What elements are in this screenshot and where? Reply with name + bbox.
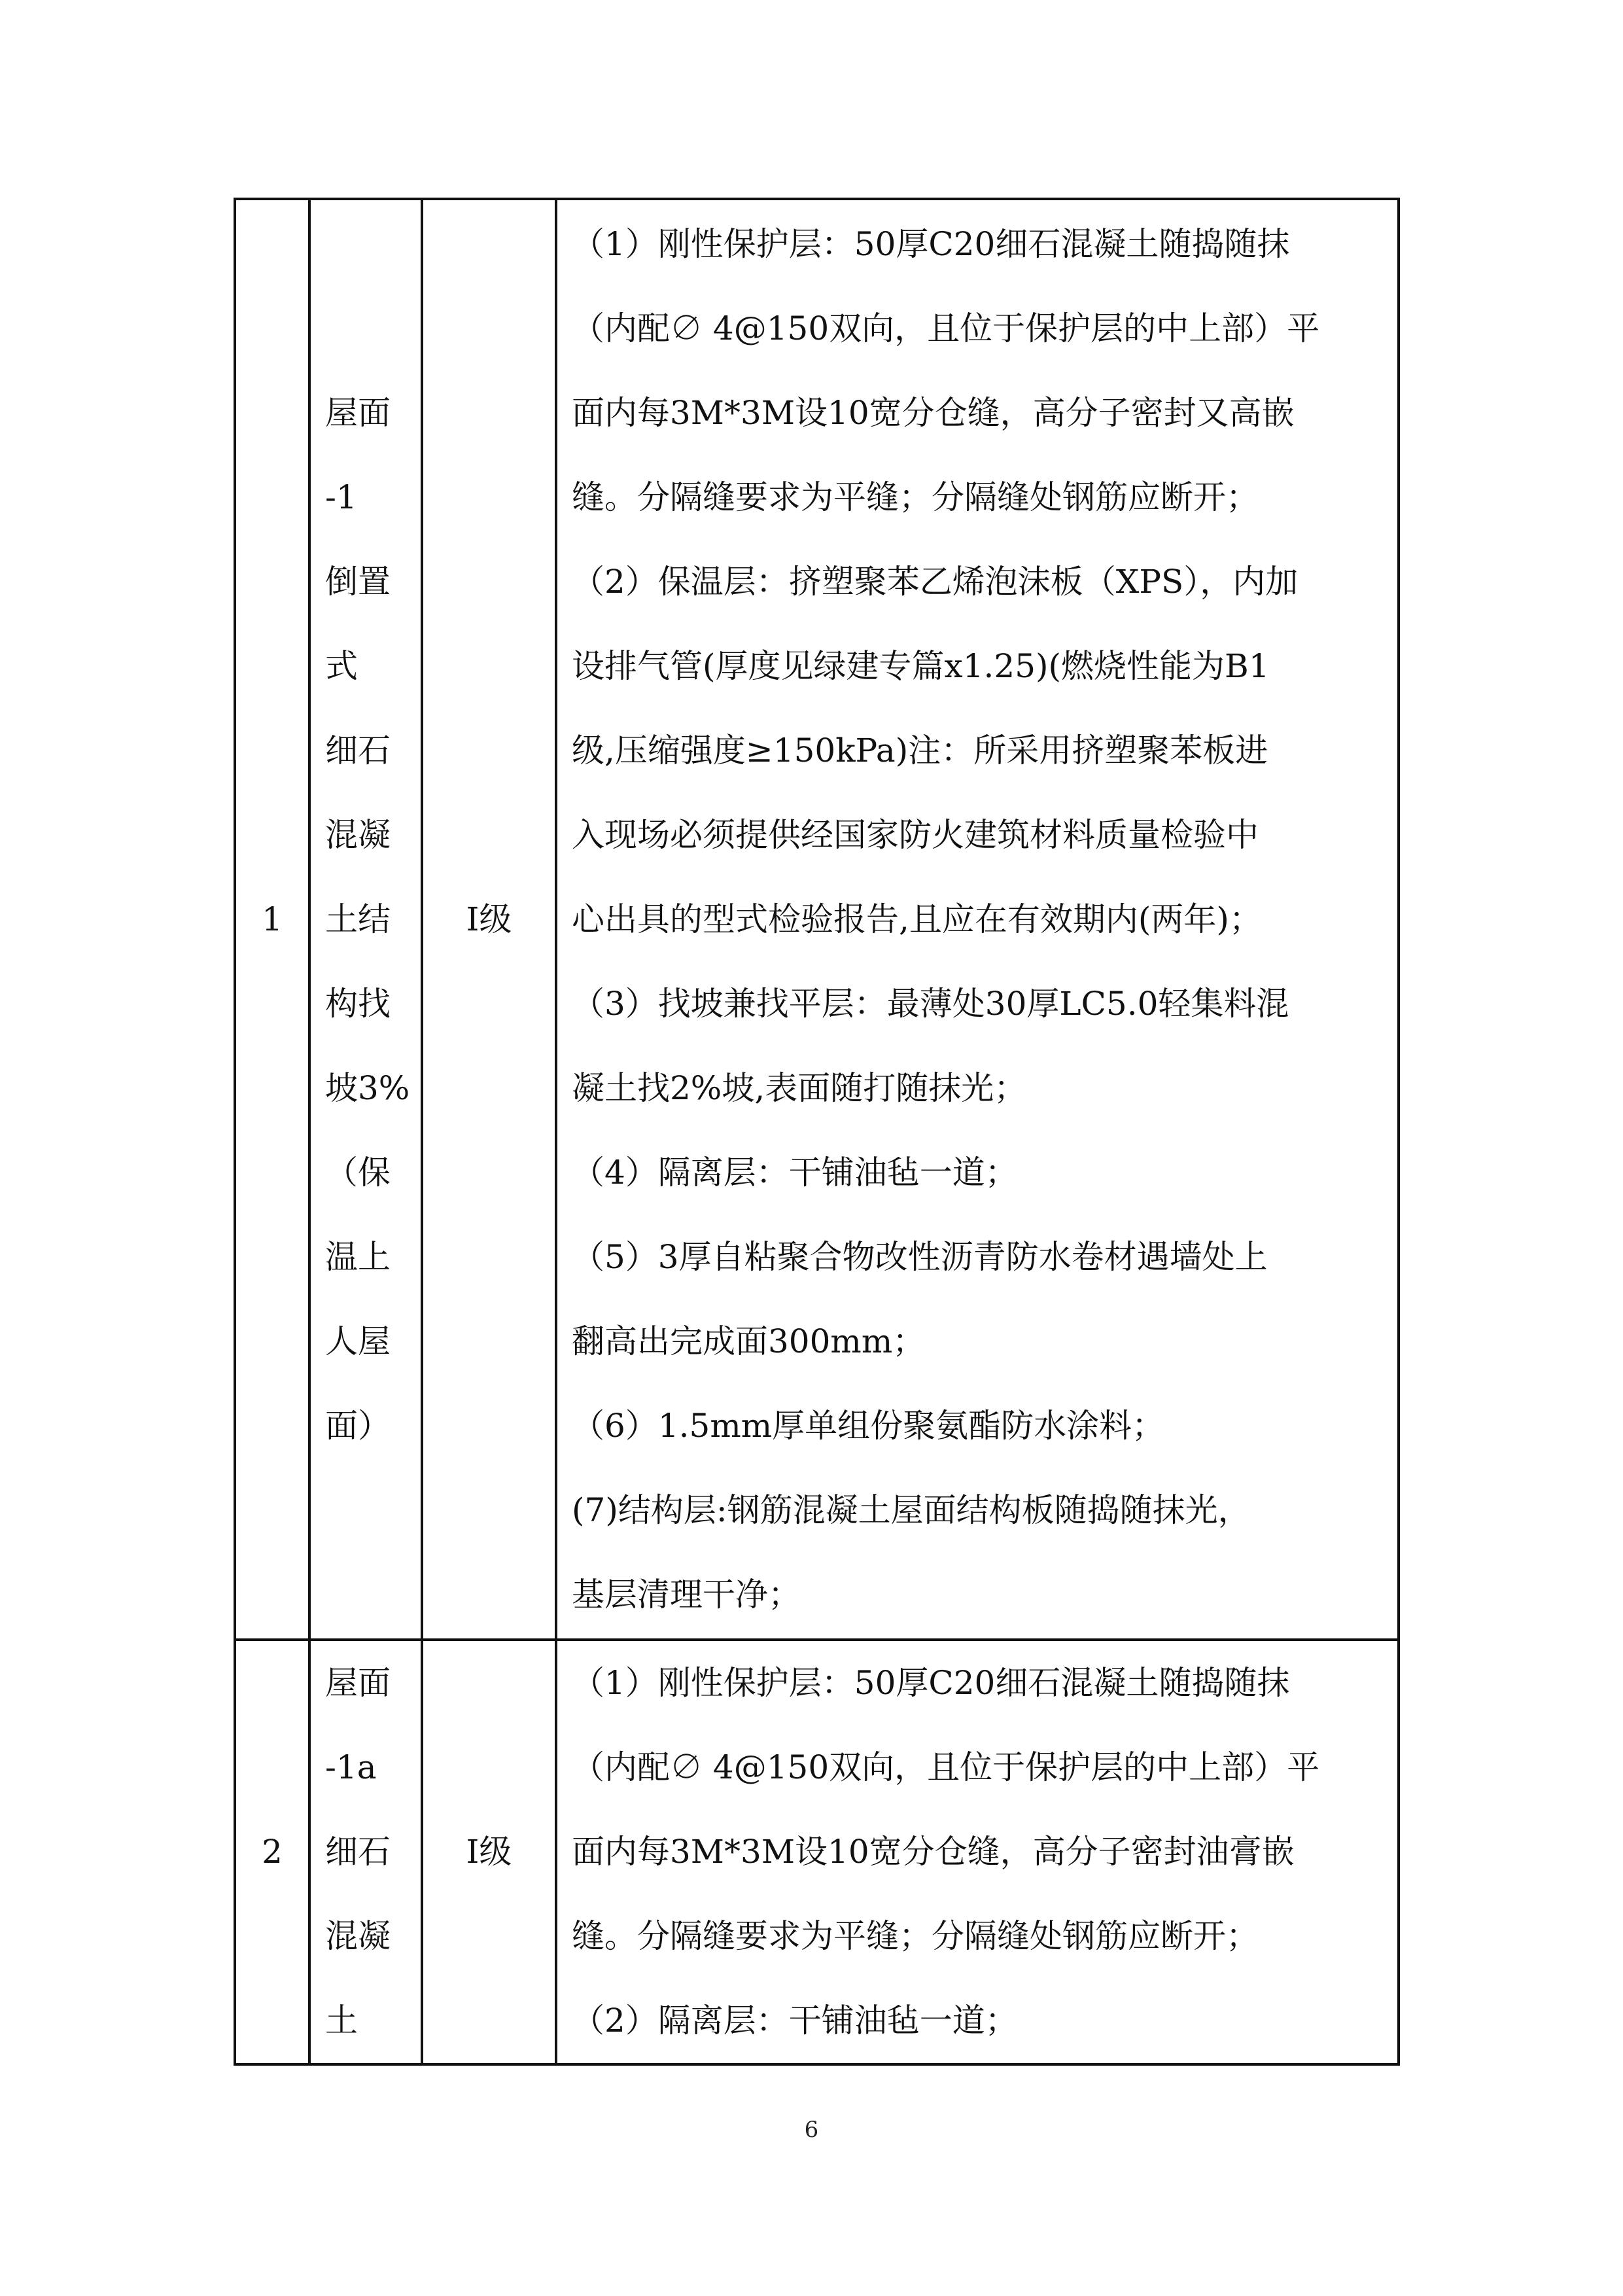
roof-type-name-lines [325,371,421,1468]
row-number: 2 [235,1640,309,2064]
name-line: 倒置 [325,562,391,601]
description-line: 基层清理干净； [572,1575,801,1614]
description-line: 翻高出完成面300mm； [572,1322,926,1360]
name-line: 屋面 [325,393,391,432]
description-line: (7)结构层:钢筋混凝土屋面结构板随捣随抹光， [572,1491,1251,1529]
description-line: （内配∅ 4@150双向，且位于保护层的中上部）平 [572,1748,1320,1786]
description-line: （3）找坡兼找平层：最薄处30厚LC5.0轻集料混 [572,984,1289,1023]
waterproof-grade: Ⅰ级 [422,1640,556,2064]
description-line: 缝。分隔缝要求为平缝；分隔缝处钢筋应断开； [572,478,1259,516]
name-line: （保 [325,1153,391,1192]
description-line: （5）3厚自粘聚合物改性沥青防水卷材遇墙处上 [572,1237,1268,1276]
description-line: （内配∅ 4@150双向，且位于保护层的中上部）平 [572,309,1320,347]
name-line: 坡3% [325,1069,410,1107]
description-line: （2）隔离层：干铺油毡一道； [572,2002,1018,2040]
name-line: 土结 [325,900,391,938]
name-line: 混凝 [325,1917,391,1955]
description-line: 面内每3M*3M设10宽分仓缝，高分子密封又高嵌 [572,393,1295,432]
name-line: -1 [325,478,357,516]
name-line: 细石 [325,731,391,769]
name-line: -1a [325,1748,377,1786]
name-line: 人屋 [325,1322,391,1360]
description-line: （4）隔离层：干铺油毡一道； [572,1153,1018,1192]
description-line: 缝。分隔缝要求为平缝；分隔缝处钢筋应断开； [572,1917,1259,1955]
name-line: 混凝 [325,815,391,854]
roof-type-name [309,199,422,1640]
name-line: 式 [325,646,358,685]
description-line: （6）1.5mm厚单组份聚氨酯防水涂料； [572,1406,1165,1445]
name-line: 屋面 [325,1664,391,1702]
description-line: 设排气管(厚度见绿建专篇x1.25)(燃烧性能为B1 [572,646,1270,685]
description-lines [572,202,1389,1637]
construction-description [556,199,1399,1640]
description-line: 级,压缩强度≥150kPa)注：所采用挤塑聚苯板进 [572,731,1268,769]
table-row [235,1640,1399,2064]
table-row [235,199,1399,1640]
description-line: 心出具的型式检验报告,且应在有效期内(两年)； [572,900,1262,938]
construction-description [556,1640,1399,2064]
row-number: 1 [235,199,309,1640]
roof-type-name-lines [325,1641,421,2063]
description-line: 入现场必须提供经国家防火建筑材料质量检验中 [572,815,1259,854]
page-number: 6 [804,2117,819,2143]
description-line: 面内每3M*3M设10宽分仓缝，高分子密封油膏嵌 [572,1833,1295,1871]
roof-spec-table [234,198,1400,2066]
description-line: （2）保温层：挤塑聚苯乙烯泡沫板（XPS），内加 [572,562,1299,601]
roof-type-name [309,1640,422,2064]
description-line: 凝土找2%坡,表面随打随抹光； [572,1069,1027,1107]
name-line: 面） [325,1406,391,1445]
waterproof-grade: Ⅰ级 [422,199,556,1640]
description-lines [572,1641,1389,2063]
name-line: 构找 [325,984,391,1023]
description-line: （1）刚性保护层：50厚C20细石混凝土随捣随抹 [572,224,1290,263]
name-line: 土 [325,2002,358,2040]
name-line: 细石 [325,1833,391,1871]
name-line: 温上 [325,1237,391,1276]
description-line: （1）刚性保护层：50厚C20细石混凝土随捣随抹 [572,1664,1290,1702]
